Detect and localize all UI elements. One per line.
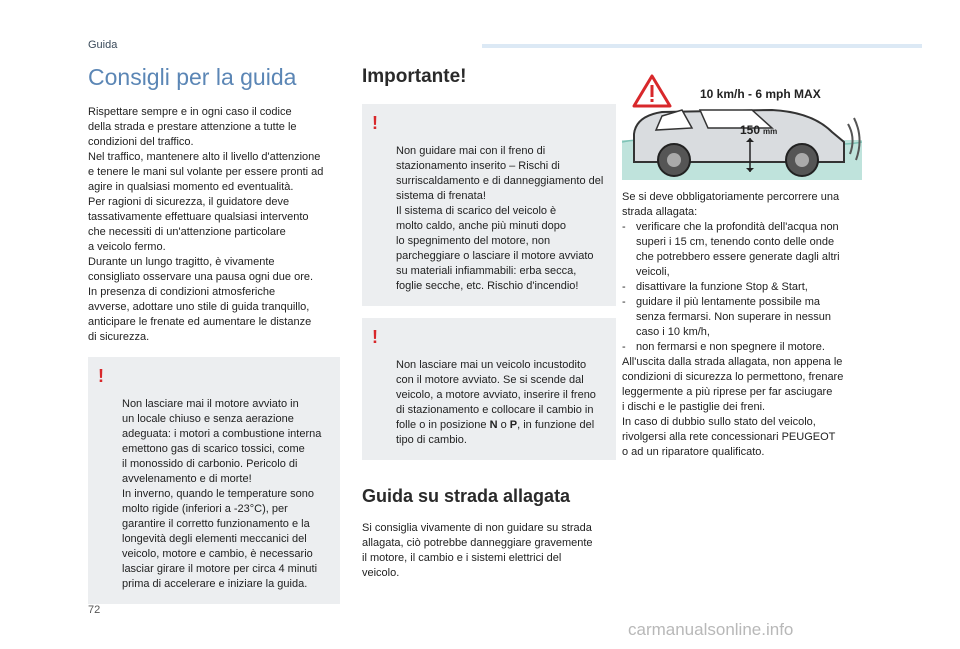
depth-value: 150 xyxy=(740,123,761,137)
list-dash: - xyxy=(622,341,626,353)
exclamation-mark-icon: ! xyxy=(98,366,104,386)
flooded-road-illustration xyxy=(622,68,862,180)
warning-text-start: Non lasciare mai un veicolo incustodito con il motore avviato. Se si scende dal veicolo, a motore avviato, inserire il freno di stazionamento e collocare il cambio in folle o in posizione xyxy=(396,359,596,431)
column-flooded-road xyxy=(622,68,884,460)
list-item xyxy=(622,220,884,280)
flooded-road-title: Guida su strada allagata xyxy=(362,486,571,506)
warning-box-enclosed-space xyxy=(88,357,340,604)
important-title: Importante! xyxy=(362,66,467,87)
warning-text-or: o xyxy=(497,419,510,431)
column-driving-tips xyxy=(88,64,340,604)
exclamation-mark-icon: ! xyxy=(372,327,378,347)
watermark: carmanualsonline.info xyxy=(628,620,794,639)
list-item-text: non fermarsi e non spegnere il motore. xyxy=(636,341,825,353)
list-item xyxy=(622,280,884,295)
driving-tips-text: Rispettare sempre e in ogni caso il codice della strada e prestare attenzione a tutte le condizioni del traffico. Nel traffico, mantenere alto il livello d'attenzione e tenere le mani sul volante per essere pronti ad agire in qualsiasi momento ed eventualità. Per ragioni di sicurezza, il guidatore deve tassativamente effettuare qualsiasi intervento che necessiti di un'attenzione particolare a veicolo fermo. Durante un lungo tragitto, è vivamente consigliato osservare una pausa ogni due ore. In presenza di condizioni atmosferiche avverse, adottare uno stile di guida tranquillo, anticipare le frenate ed aumentare le distanze di sicurezza. xyxy=(88,106,324,343)
warning-box-parking-brake xyxy=(362,104,616,306)
speed-limit-label: 10 km/h - 6 mph MAX xyxy=(700,87,821,101)
warning-text-end: , in funzione del tipo di cambio. xyxy=(396,419,595,446)
warning-box-unattended-vehicle xyxy=(362,318,616,460)
list-dash: - xyxy=(622,296,626,308)
list-dash: - xyxy=(622,221,626,233)
list-item-text: disattivare la funzione Stop & Start, xyxy=(636,281,808,293)
list-item-text: verificare che la profondità dell'acqua non superi i 15 cm, tenendo conto delle onde che potrebbero essere generate dagli altri veicoli, xyxy=(636,221,840,278)
warning-text: Non lasciare mai il motore avviato in un locale chiuso e senza aerazione adeguata: i motori a combustione interna emettono gas di scarico tossici, come il monossido di carbonio. Pericolo di avvelenamento e di morte! In inverno, quando le temperature sono molto rigide (inferiori a -23°C), per garantire il corretto funzionamento e la longevità degli elementi meccanici del veicolo, motore e cambio, è necessario lasciar girare il motore per circa 4 minuti prima di accelerare e iniziare la guida. xyxy=(122,398,322,590)
warning-text: Non guidare mai con il freno di stazionamento inserito – Rischi di surriscaldamento e di danneggiamento del sistema di frenata! Il sistema di scarico del veicolo è molto caldo, anche più minuti dopo lo spegnimento del motore, non parcheggiare o lasciare il motore avviato su materiali infiammabili: erba secca, foglie secche, etc. Rischio d'incendio! xyxy=(396,145,604,292)
flooded-list xyxy=(622,220,884,355)
page-title: Consigli per la guida xyxy=(88,64,297,90)
gear-n-label: N xyxy=(489,419,498,431)
flooded-road-text: Si consiglia vivamente di non guidare su strada allagata, ciò potrebbe danneggiare gravemente il motore, il cambio e i sistemi elettrici del veicolo. xyxy=(362,522,593,579)
warning-triangle-icon xyxy=(634,76,670,106)
list-item-text: guidare il più lentamente possibile ma senza fermarsi. Non superare in nessun caso i 10 km/h, xyxy=(636,296,832,338)
list-item xyxy=(622,295,884,340)
flooded-intro: Se si deve obbligatoriamente percorrere una strada allagata: xyxy=(622,191,840,218)
list-dash: - xyxy=(622,281,626,293)
section-header-label: Guida xyxy=(88,39,118,51)
depth-unit: mm xyxy=(763,127,778,136)
page-number: 72 xyxy=(88,604,101,616)
list-item xyxy=(622,340,884,355)
gear-p-label: P xyxy=(509,419,518,431)
column-important xyxy=(362,64,616,581)
flooded-outro: All'uscita dalla strada allagata, non appena le condizioni di sicurezza lo permettono, frenare leggermente a più riprese per far asciugare i dischi e le pastiglie dei freni. In caso di dubbio sullo stato del veicolo, rivolgersi alla rete concessionari PEUGEOT o ad un riparatore qualificato. xyxy=(622,356,844,458)
exclamation-mark-icon: ! xyxy=(372,113,378,133)
header-bar xyxy=(482,44,922,48)
